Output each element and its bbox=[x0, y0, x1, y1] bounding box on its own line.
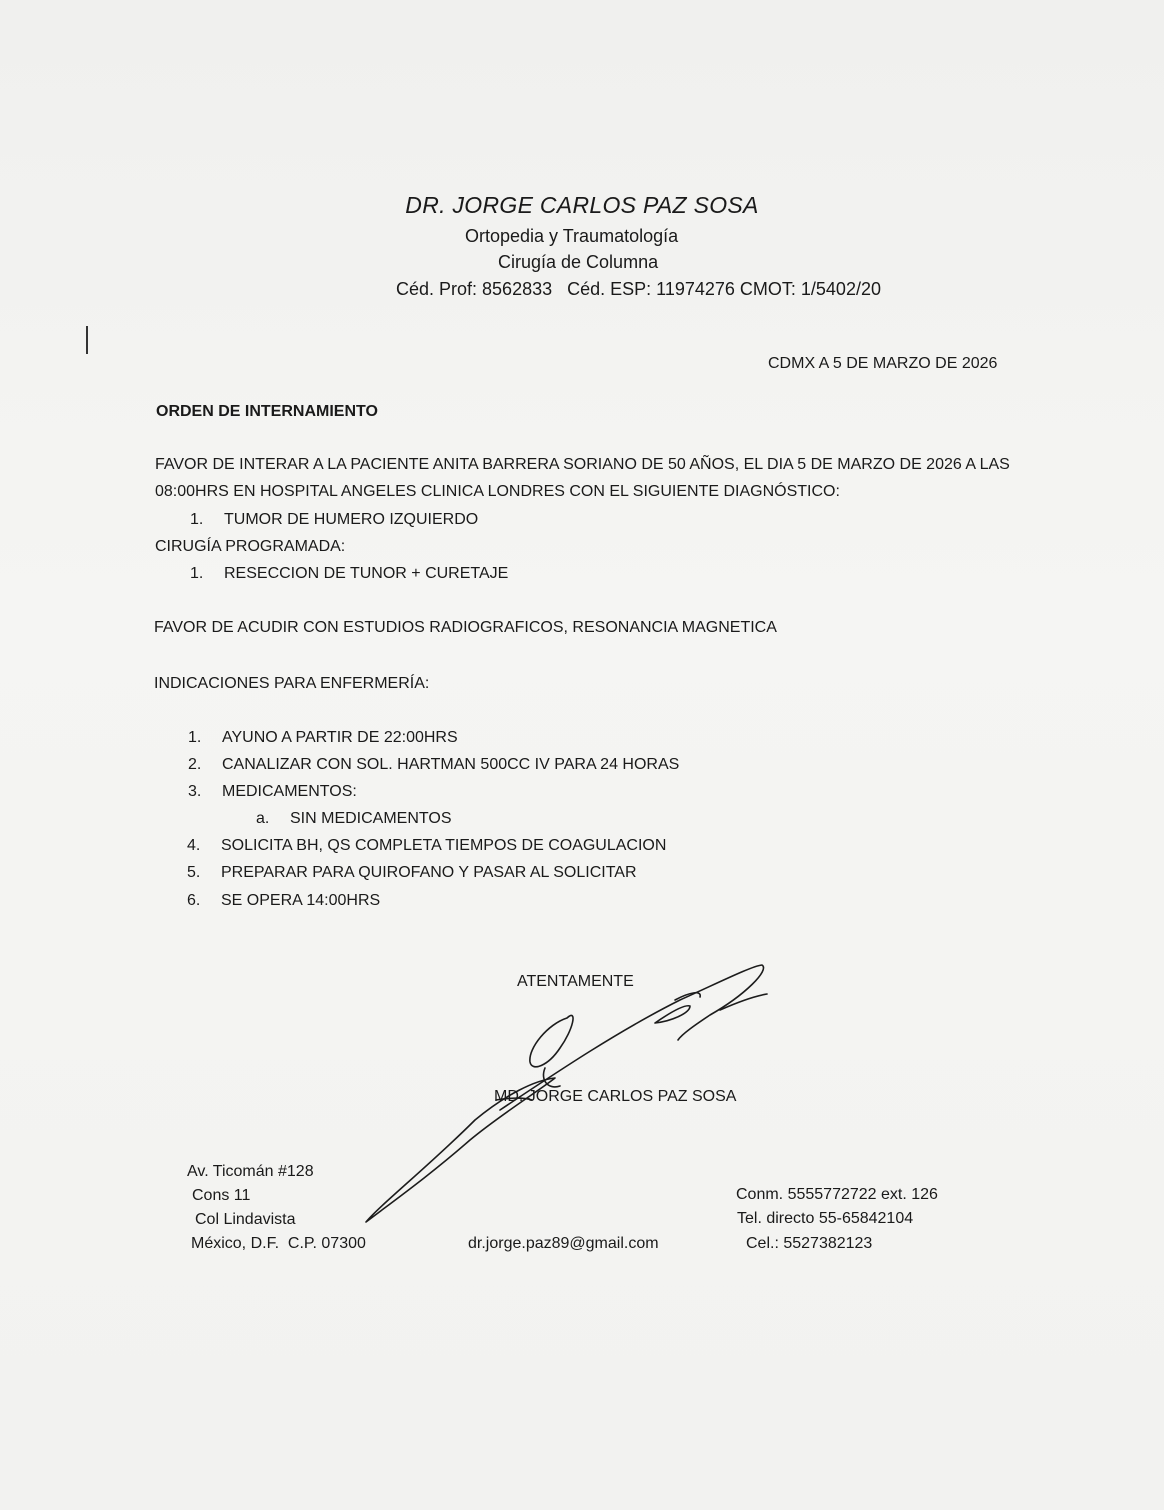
list-item-number: 5. bbox=[187, 864, 201, 881]
list-sub-item bbox=[256, 810, 452, 828]
document-title: ORDEN DE INTERNAMIENTO bbox=[156, 403, 378, 420]
diagnosis-item bbox=[190, 511, 478, 529]
diagnosis-number: 1. bbox=[190, 511, 204, 528]
list-item-number: 4. bbox=[187, 837, 201, 854]
diagnosis-text: TUMOR DE HUMERO IZQUIERDO bbox=[224, 511, 479, 528]
list-item-text: MEDICAMENTOS: bbox=[222, 783, 357, 800]
doctor-name: DR. JORGE CARLOS PAZ SOSA bbox=[405, 192, 759, 218]
list-item bbox=[187, 864, 637, 882]
studies-line: FAVOR DE ACUDIR CON ESTUDIOS RADIOGRAFICOS, RESONANCIA MAGNETICA bbox=[154, 619, 777, 636]
list-item bbox=[188, 783, 357, 801]
specialty: Ortopedia y Traumatología bbox=[465, 226, 679, 246]
nursing-label: INDICACIONES PARA ENFERMERÍA: bbox=[154, 675, 430, 692]
surgery-text: RESECCION DE TUNOR + CURETAJE bbox=[224, 565, 509, 582]
surgery-label: CIRUGÍA PROGRAMADA: bbox=[155, 538, 346, 555]
list-item-number: 2. bbox=[188, 756, 202, 773]
phone-line: Cel.: 5527382123 bbox=[746, 1235, 873, 1252]
address-line: México, D.F. C.P. 07300 bbox=[191, 1235, 366, 1252]
phone-line: Tel. directo 55-65842104 bbox=[737, 1210, 914, 1227]
signer-name: MD. JORGE CARLOS PAZ SOSA bbox=[494, 1088, 737, 1105]
date-line: CDMX A 5 DE MARZO DE 2026 bbox=[768, 355, 998, 372]
email: dr.jorge.paz89@gmail.com bbox=[468, 1235, 659, 1252]
closing: ATENTAMENTE bbox=[517, 973, 634, 990]
subspecialty: Cirugía de Columna bbox=[498, 252, 659, 272]
list-item-number: 1. bbox=[188, 729, 202, 746]
list-item-text: SIN MEDICAMENTOS bbox=[290, 810, 452, 827]
list-item-text: CANALIZAR CON SOL. HARTMAN 500CC IV PARA 24 HORAS bbox=[222, 756, 680, 773]
list-item bbox=[188, 756, 679, 774]
surgery-item bbox=[190, 565, 508, 583]
phone-line: Conm. 5555772722 ext. 126 bbox=[736, 1186, 938, 1203]
surgery-number: 1. bbox=[190, 565, 204, 582]
address-line: Col Lindavista bbox=[195, 1211, 296, 1228]
list-item-text: AYUNO A PARTIR DE 22:00HRS bbox=[222, 729, 458, 746]
list-item-number: a. bbox=[256, 810, 270, 827]
list-item bbox=[188, 729, 458, 747]
intro-line-1: FAVOR DE INTERAR A LA PACIENTE ANITA BARRERA SORIANO DE 50 AÑOS, EL DIA 5 DE MARZO DE 2026 A LAS bbox=[155, 456, 1010, 473]
list-item-text: PREPARAR PARA QUIROFANO Y PASAR AL SOLICITAR bbox=[221, 864, 637, 881]
list-item-text: SE OPERA 14:00HRS bbox=[221, 892, 381, 909]
list-item-text: SOLICITA BH, QS COMPLETA TIEMPOS DE COAGULACION bbox=[221, 837, 667, 854]
list-item bbox=[187, 837, 666, 855]
address-line: Av. Ticomán #128 bbox=[187, 1163, 314, 1180]
list-item-number: 6. bbox=[187, 892, 201, 909]
list-item bbox=[187, 892, 380, 910]
margin-mark bbox=[86, 326, 88, 354]
credentials: Céd. Prof: 8562833 Céd. ESP: 11974276 CMOT: 1/5402/20 bbox=[396, 279, 881, 299]
intro-line-2: 08:00HRS EN HOSPITAL ANGELES CLINICA LONDRES CON EL SIGUIENTE DIAGNÓSTICO: bbox=[155, 483, 840, 500]
list-item-number: 3. bbox=[188, 783, 202, 800]
address-line: Cons 11 bbox=[192, 1187, 251, 1204]
